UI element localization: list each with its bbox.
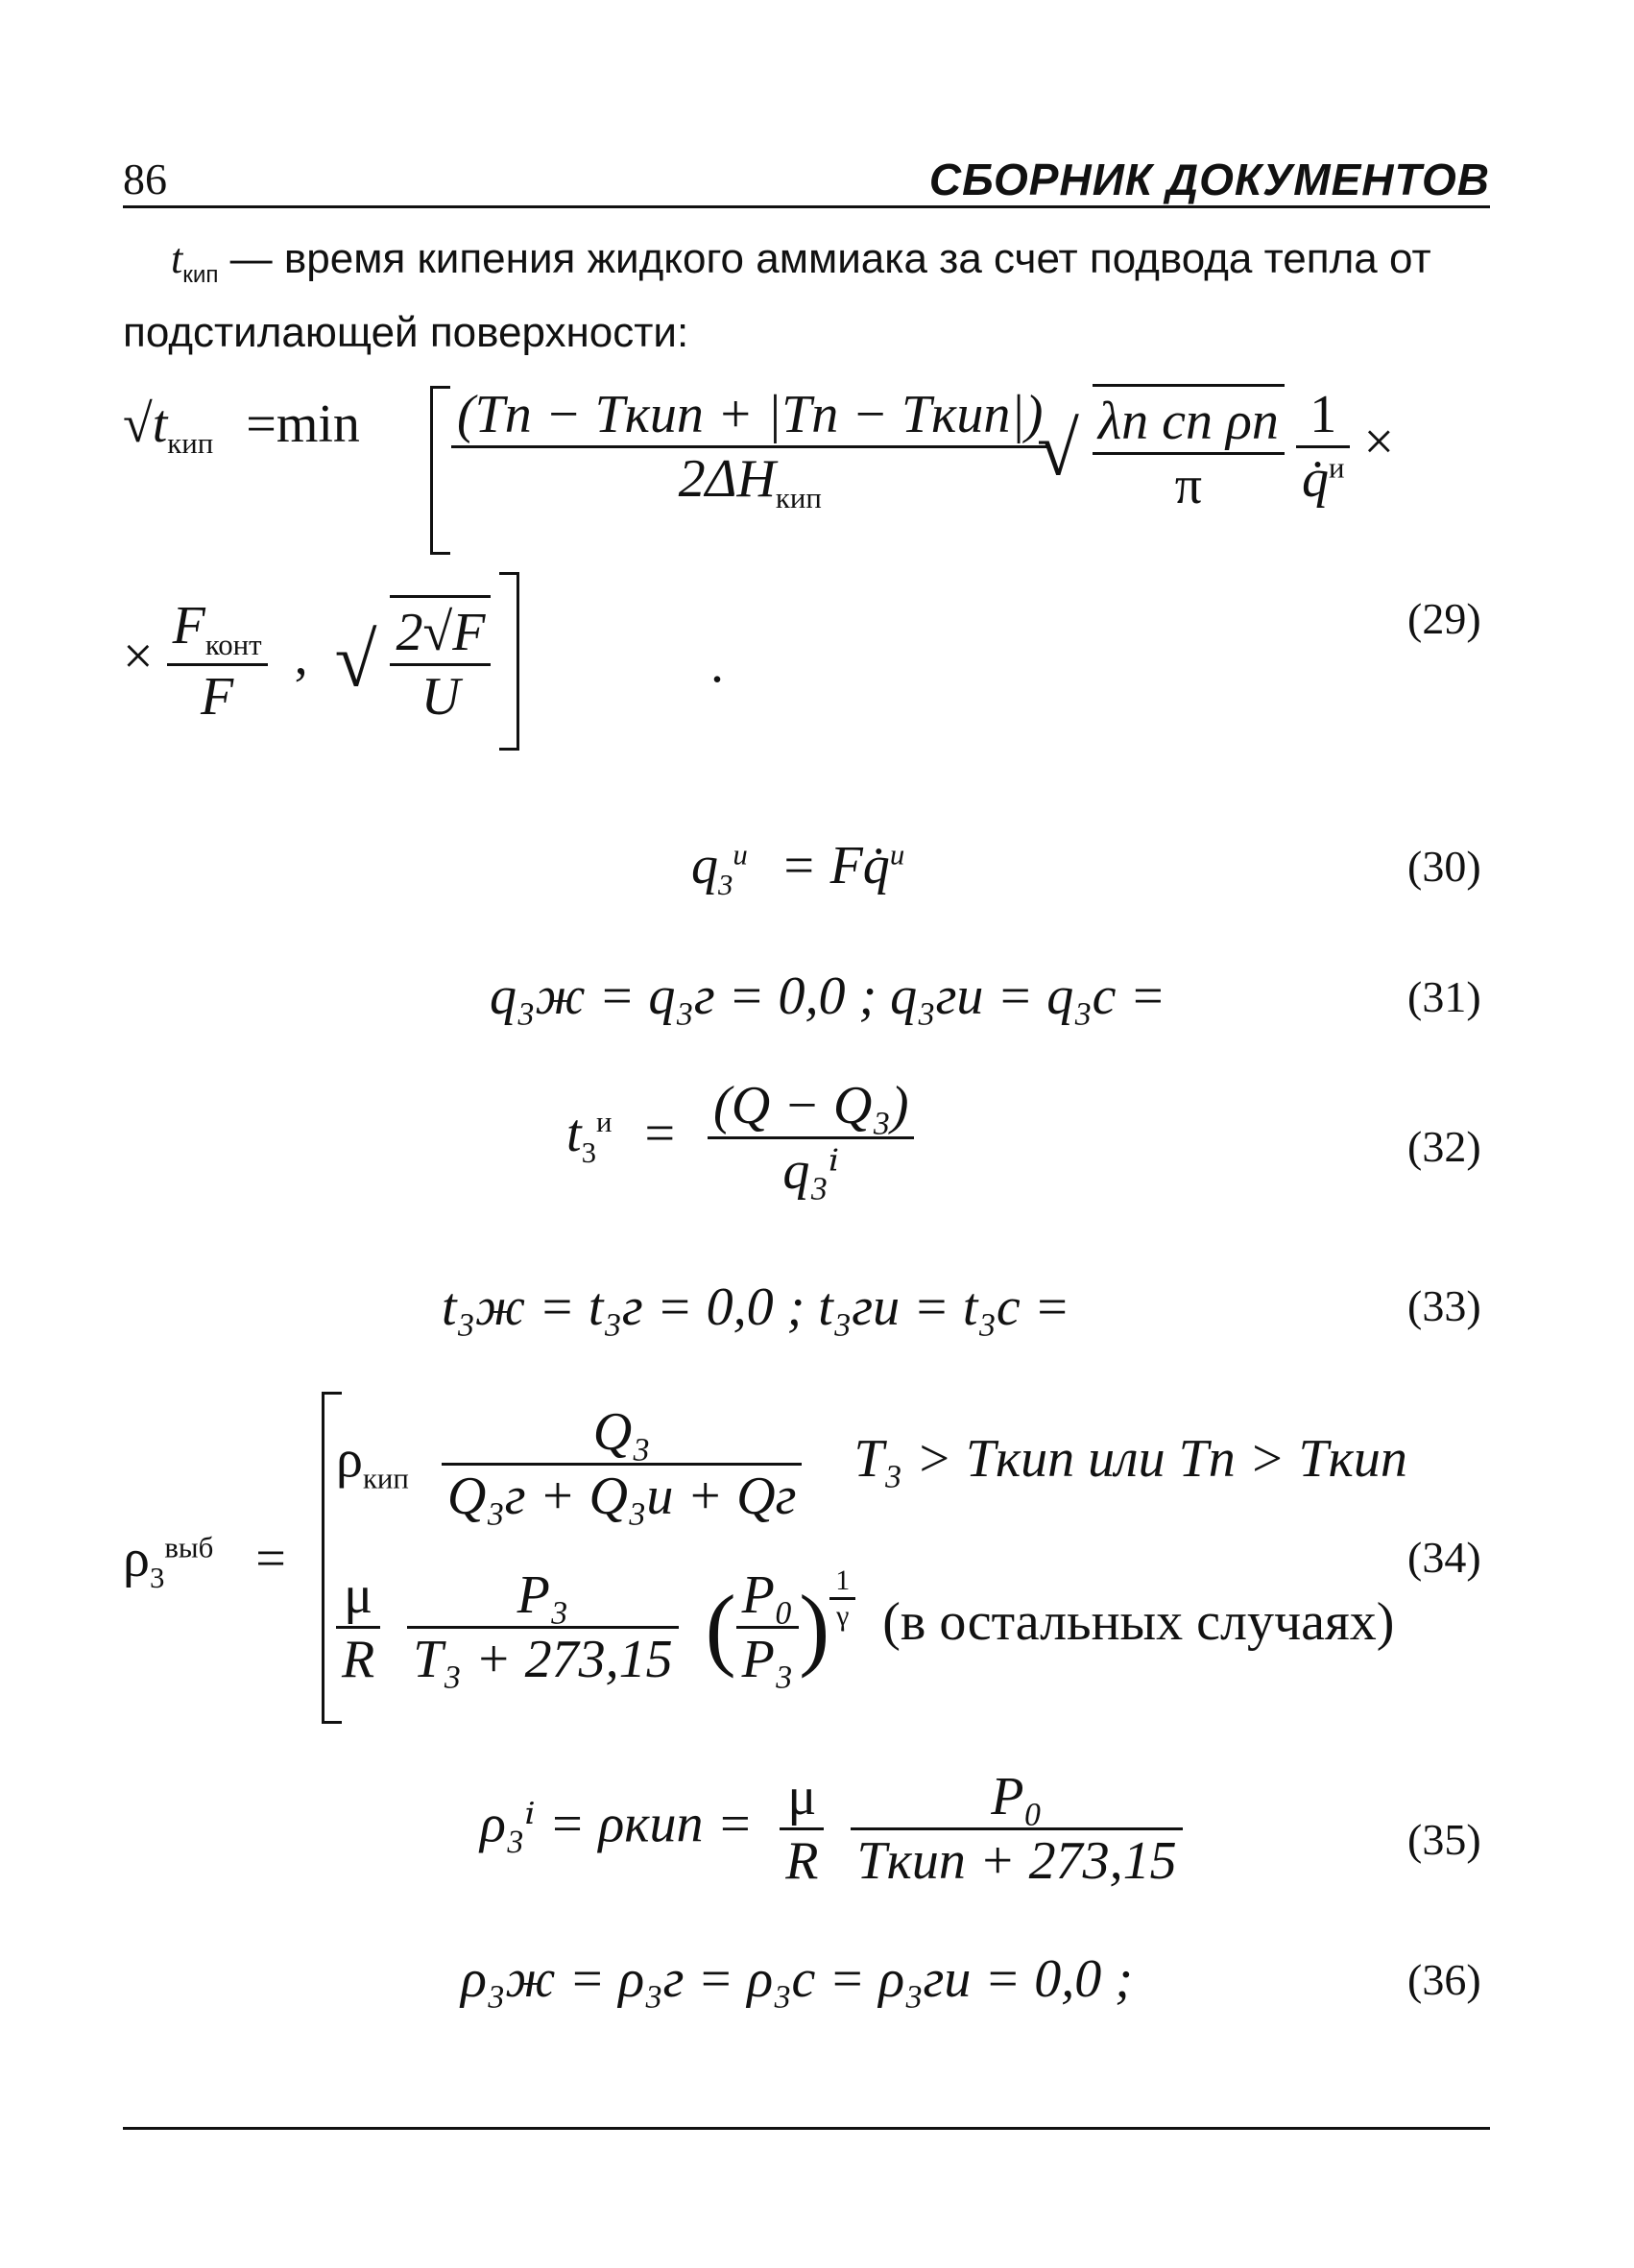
sqrt-icon: √	[1037, 407, 1079, 492]
eq36-number: (36)	[1407, 1955, 1481, 2004]
eq34-mu: μ	[344, 1565, 373, 1625]
eq34-case2-den: T₃ + 273,15	[407, 1626, 678, 1690]
eq32: $t_3^и$ = $\frac{\text{(Q − Q₃)}}{\text{q₃ⁱ}}$	[566, 1075, 914, 1202]
eq29-left-brace	[430, 386, 450, 555]
intro-symbol-sub: кип	[182, 261, 219, 288]
eq29-root-num: λп cп ρп	[1097, 392, 1279, 451]
eq29-root2-den: U	[390, 663, 491, 728]
eq31-number: (31)	[1407, 972, 1481, 1021]
eq29-frac2-num: 1	[1310, 385, 1337, 444]
eq34-case2-cond: (в остальных случаях)	[882, 1592, 1395, 1653]
header-rule	[123, 205, 1490, 208]
eq34-case1-num: Q₃	[592, 1402, 651, 1462]
eq36: ρ₃ж = ρ₃г = ρ₃с = ρ₃ги = 0,0 ;	[461, 1949, 1133, 2009]
eq29-numerator: (Tп − Tкип + |Tп − Tкип|)	[457, 385, 1044, 444]
running-title: СБОРНИК ДОКУМЕНТОВ	[928, 155, 1490, 204]
eq29-f-den: F	[167, 663, 268, 728]
eq29-op: =min	[246, 394, 360, 454]
eq29-line1	[123, 394, 360, 461]
eq34-case1-den: Q₃г + Q₃и + Qг	[442, 1463, 803, 1527]
intro-paragraph	[123, 230, 1490, 362]
eq31: q₃ж = q₃г = 0,0 ; q₃ги = q₃с =	[490, 967, 1166, 1026]
eq29-main-frac	[451, 384, 1048, 515]
eq34-exp-num: 1	[835, 1564, 851, 1596]
eq29-right-brace	[499, 572, 519, 751]
eq35-mu: μ	[787, 1767, 817, 1826]
eq33-number: (33)	[1407, 1281, 1481, 1330]
eq34-pden: P₃	[736, 1626, 800, 1690]
eq32-number: (32)	[1407, 1122, 1481, 1171]
sqrt-icon-2: √	[334, 618, 377, 704]
eq34-case2: $\frac{\mu}{R}$ $\frac{\text{P₃}}{\text{T₃ + 273,15}}$ ( $\frac{\text{P₀}}{\text{P₃}}$ ) $\frac{1}{\gamma}$ (в остальных случаях)	[336, 1564, 1394, 1690]
eq29-f-num: $F_{конт}$	[172, 596, 262, 662]
eq29-root2-num: 2√F	[396, 603, 486, 662]
eq29-times: ×	[1363, 412, 1395, 472]
eq34-case2-num: P₃	[517, 1565, 569, 1625]
eq34-case1-cond: T₃ > Tкип или Tп > Tкип	[853, 1429, 1407, 1490]
eq30-number: (30)	[1407, 842, 1481, 891]
eq29-dot: .	[710, 634, 724, 694]
eq29-denominator: $2\Delta H_{кип}$	[451, 445, 1048, 515]
eq33: t₃ж = t₃г = 0,0 ; t₃ги = t₃с =	[442, 1277, 1070, 1337]
eq35-number: (35)	[1407, 1815, 1481, 1864]
eq34-case1: $\rho_{кип}$ $\frac{\text{Q₃}}{\text{Q₃г + Q₃и + Qг}}$ T₃ > Tкип или Tп > Tкип	[336, 1402, 1407, 1526]
eq34-lhs: $\rho_3^{выб}$ =	[123, 1529, 286, 1595]
eq29-frac2	[1296, 384, 1394, 510]
eq32-num: (Q − Q₃)	[713, 1076, 909, 1135]
eq34-pnum: P₀	[741, 1565, 794, 1625]
page-number: 86	[123, 155, 167, 203]
eq32-den: q₃ⁱ	[708, 1136, 914, 1202]
intro-text: — время кипения жидкого аммиака за счет подвода тепла от подстилающей поверхности:	[123, 235, 1431, 356]
eq29-line2	[123, 595, 491, 728]
eq29-root-den: π	[1093, 452, 1285, 516]
eq29-lhs: $√t_{кип}$	[123, 394, 214, 461]
eq29-comma: ,	[294, 626, 308, 686]
eq35-num: P₀	[991, 1767, 1043, 1826]
eq30: $q_3^и$ = Fq̇$^и$	[691, 836, 905, 902]
eq34-exp-den: γ	[829, 1597, 855, 1633]
eq35-R: R	[780, 1827, 824, 1892]
intro-symbol: t	[171, 235, 183, 282]
eq29-frac2-den: q̇$^и$	[1296, 445, 1350, 510]
eq29-line2-times: ×	[123, 626, 154, 686]
eq29-number: (29)	[1407, 594, 1481, 643]
eq34-number: (34)	[1407, 1533, 1481, 1582]
eq35-den: Tкип + 273,15	[851, 1827, 1182, 1892]
footer-rule	[123, 2127, 1490, 2130]
eq29-root-frac	[1037, 384, 1285, 516]
eq35: ρ₃ⁱ = ρкип = $\frac{\mu}{R}$ $\frac{\text{P₀}}{\text{Tкип + 273,15}}$	[480, 1766, 1183, 1892]
eq34-R: R	[336, 1626, 380, 1690]
